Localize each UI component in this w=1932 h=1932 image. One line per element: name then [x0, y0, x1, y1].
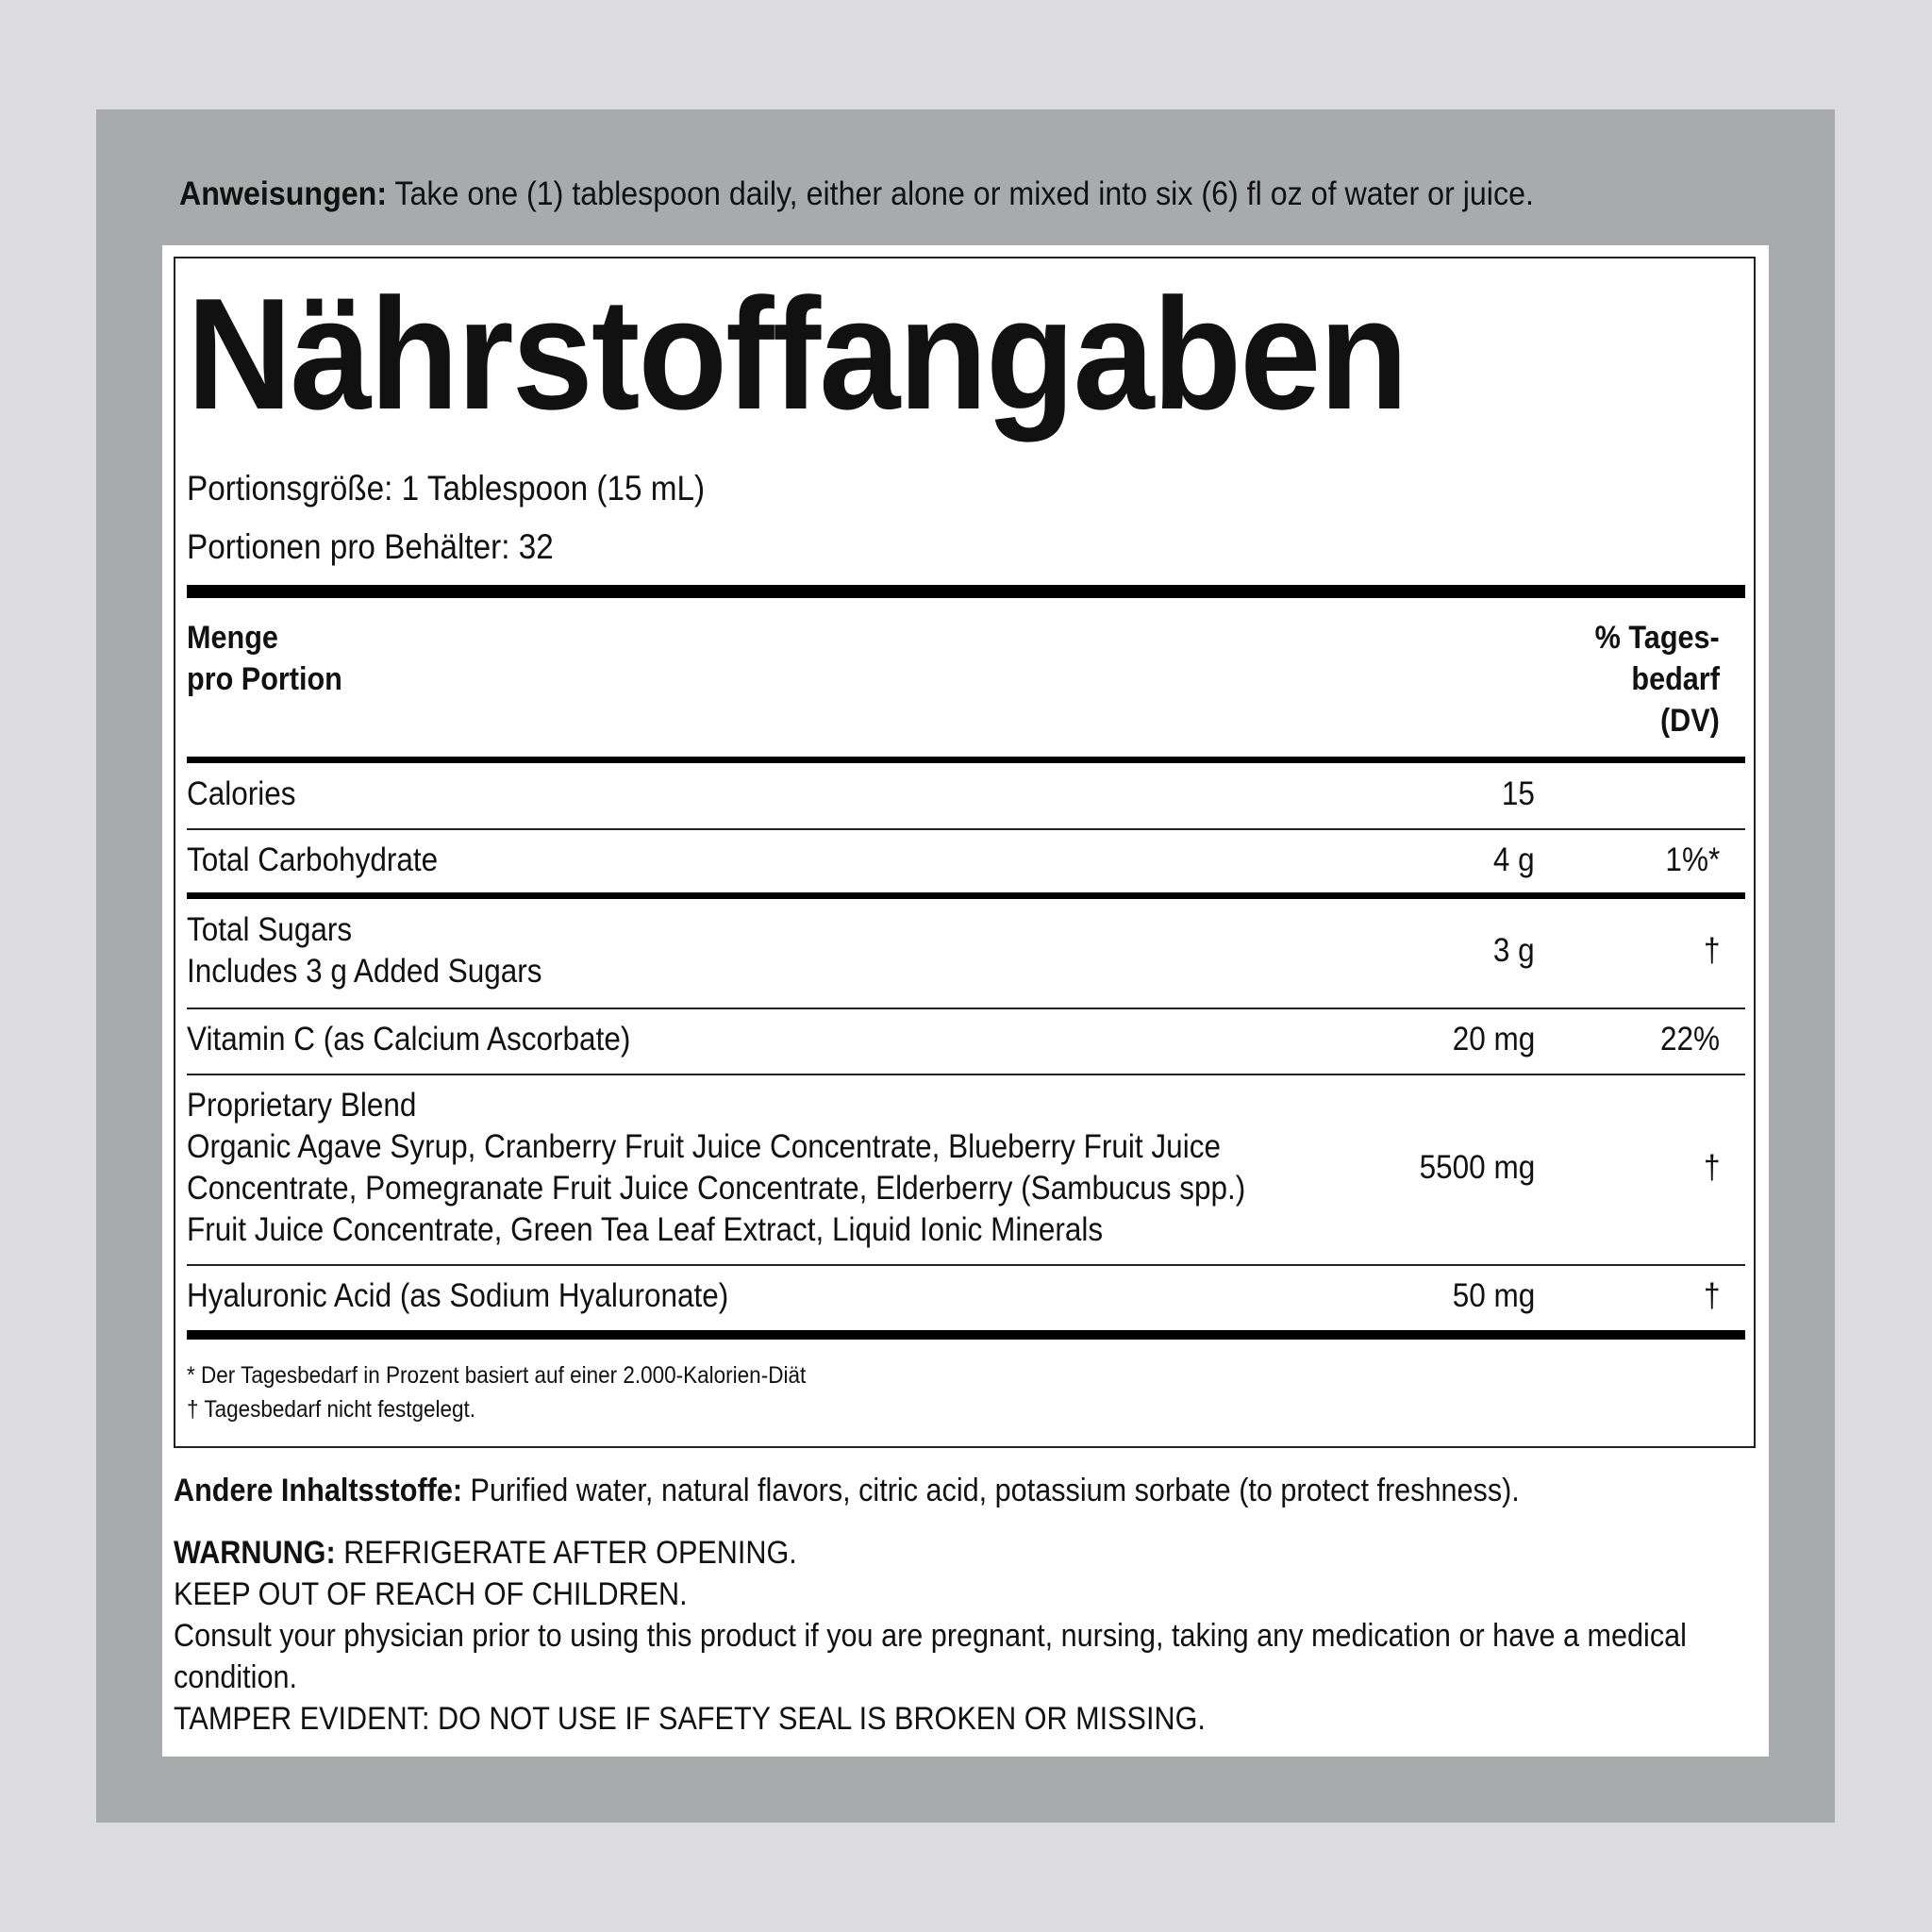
row-carb-amount: 4 g: [1493, 841, 1535, 878]
row-vitc-dv: 22%: [1659, 1021, 1720, 1058]
directions-body: Take one (1) tablespoon daily, either alone or mixed into six (6) fl oz of water or juice.: [387, 175, 1534, 212]
divider-thick: [187, 1330, 1745, 1340]
row-vitc-amount: 20 mg: [1452, 1021, 1535, 1058]
divider-thin: [187, 1264, 1745, 1266]
header-dv-line3: (DV): [1660, 703, 1720, 739]
other-ingredients: [174, 1470, 1600, 1511]
nutrition-facts-box: [174, 257, 1756, 1448]
warning-label: WARNUNG:: [174, 1535, 336, 1571]
divider-thick: [187, 585, 1745, 598]
row-blend-line2: Organic Agave Syrup, Cranberry Fruit Juice Concentrate, Blueberry Fruit Juice: [187, 1128, 1221, 1165]
warning-children: KEEP OUT OF REACH OF CHILDREN.: [174, 1576, 688, 1612]
footnote-dv-basis: * Der Tagesbedarf in Prozent basiert auf einer 2.000-Kalorien-Diät: [187, 1362, 807, 1389]
row-blend-line3: Concentrate, Pomegranate Fruit Juice Concentrate, Elderberry (Sambucus spp.): [187, 1170, 1246, 1207]
row-sugars-amount: 3 g: [1493, 932, 1535, 969]
row-sugars-name: Total Sugars: [187, 911, 353, 948]
warning-condition: condition.: [174, 1659, 297, 1695]
row-calories-amount: 15: [1501, 775, 1535, 812]
divider-medium: [187, 757, 1745, 763]
divider-thin: [187, 1008, 1745, 1009]
row-blend-amount: 5500 mg: [1419, 1149, 1535, 1186]
row-carb-dv: 1%*: [1665, 841, 1720, 878]
row-sugars-sub: Includes 3 g Added Sugars: [187, 953, 542, 990]
other-ingredients-text: Purified water, natural flavors, citric acid, potassium sorbate (to protect freshness).: [462, 1473, 1520, 1508]
row-carb-name: Total Carbohydrate: [187, 841, 439, 878]
facts-title: Nährstoffangaben: [187, 265, 1407, 442]
header-dv-line2: bedarf: [1631, 661, 1720, 697]
serving-size: Portionsgröße: 1 Tablespoon (15 mL): [187, 469, 706, 508]
row-calories-name: Calories: [187, 775, 296, 812]
supplement-label: [162, 245, 1769, 1757]
header-dv-line1: % Tages-: [1594, 620, 1720, 656]
warning-consult: Consult your physician prior to using this product if you are pregnant, nursing, taking any medication or have a medical: [174, 1618, 1687, 1654]
footnote-dv-not-established: † Tagesbedarf nicht festgelegt.: [187, 1396, 476, 1423]
other-ingredients-label: Andere Inhaltsstoffe:: [174, 1473, 463, 1508]
divider-thin: [187, 828, 1745, 830]
header-amount-line2: pro Portion: [187, 661, 342, 697]
servings-per-container: Portionen pro Behälter: 32: [187, 527, 554, 566]
row-sugars-dv: †: [1703, 932, 1720, 969]
header-amount-line1: Menge: [187, 620, 278, 656]
row-hyaluronic-dv: †: [1703, 1277, 1720, 1314]
warning-tamper: TAMPER EVIDENT: DO NOT USE IF SAFETY SEAL IS BROKEN OR MISSING.: [174, 1701, 1206, 1737]
row-vitc-name: Vitamin C (as Calcium Ascorbate): [187, 1021, 631, 1058]
row-hyaluronic-amount: 50 mg: [1452, 1277, 1535, 1314]
directions-label: Anweisungen:: [179, 175, 388, 212]
divider-thin: [187, 1074, 1745, 1075]
divider-medium: [187, 892, 1745, 899]
directions-text: [179, 175, 1672, 213]
row-blend-line4: Fruit Juice Concentrate, Green Tea Leaf Extract, Liquid Ionic Minerals: [187, 1211, 1104, 1248]
warning-line1: [174, 1532, 1600, 1574]
row-blend-dv: †: [1703, 1149, 1720, 1186]
row-hyaluronic-name: Hyaluronic Acid (as Sodium Hyaluronate): [187, 1277, 729, 1314]
warning-refrigerate: REFRIGERATE AFTER OPENING.: [335, 1535, 797, 1571]
row-blend-name: Proprietary Blend: [187, 1087, 417, 1124]
